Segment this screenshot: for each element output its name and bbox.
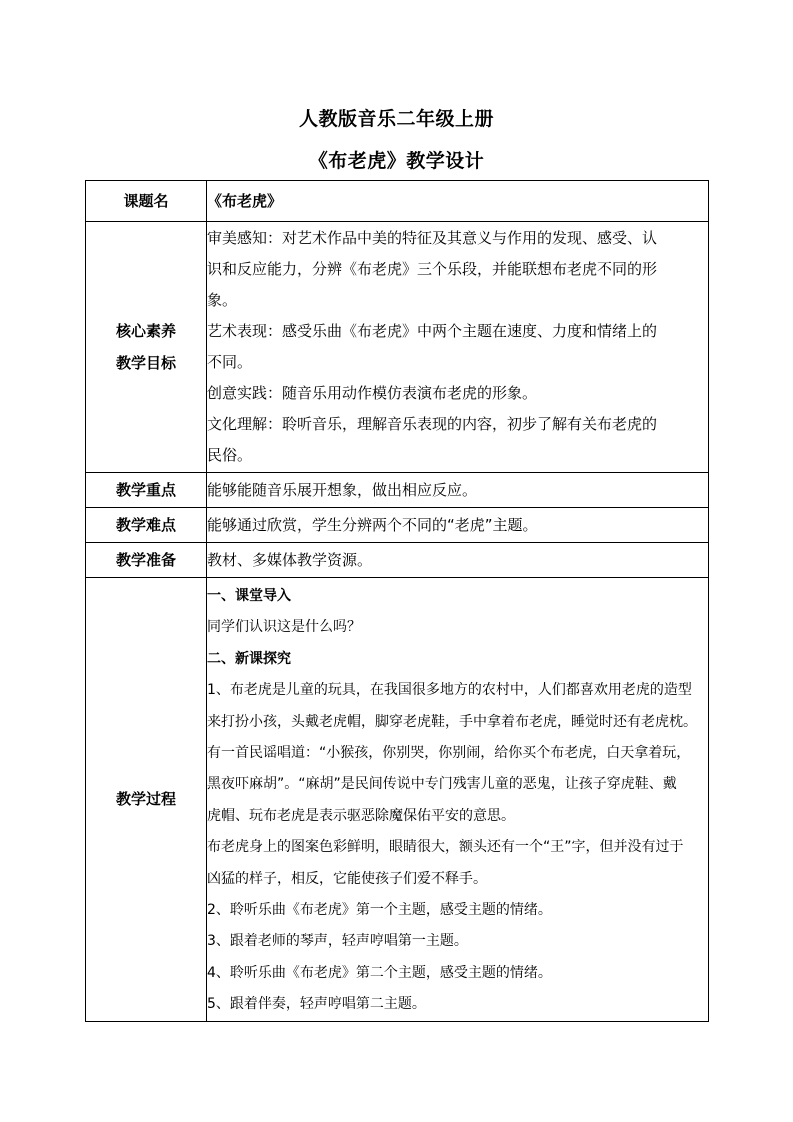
goals-line: 审美感知：对艺术作品中美的特征及其意义与作用的发现、感受、认 bbox=[207, 229, 658, 247]
goals-line: 创意实践：随音乐用动作模仿表演布老虎的形象。 bbox=[207, 384, 538, 402]
process-line: 来打扮小孩，头戴老虎帽，脚穿老虎鞋，手中拿着布老虎，睡觉时还有老虎枕。 bbox=[207, 713, 697, 730]
goals-line: 识和反应能力，分辨《布老虎》三个乐段，并能联想布老虎不同的形 bbox=[207, 260, 658, 278]
difficulty-cell bbox=[207, 508, 709, 543]
process-line: 2、聆听乐曲《布老虎》第一个主题，感受主题的情绪。 bbox=[207, 902, 552, 919]
process-line: 5、跟着伴奏，轻声哼唱第二主题。 bbox=[207, 996, 426, 1013]
table-row-key-point bbox=[86, 473, 709, 508]
goals-line: 不同。 bbox=[207, 353, 253, 371]
process-line: 4、聆听乐曲《布老虎》第二个主题，感受主题的情绪。 bbox=[207, 964, 552, 981]
difficulty-label: 教学难点 bbox=[86, 508, 207, 543]
process-line: 虎帽、玩布老虎是表示驱恶除魔保佑平安的意思。 bbox=[207, 807, 515, 824]
process-line: 有一首民谣唱道：“小猴孩，你别哭，你别闹，给你买个布老虎，白天拿着玩， bbox=[207, 745, 691, 762]
goals-line: 文化理解：聆听音乐，理解音乐表现的内容，初步了解有关布老虎的 bbox=[207, 415, 658, 433]
lesson-plan-table bbox=[85, 180, 709, 1022]
difficulty-value: 能够通过欣赏，学生分辨两个不同的“老虎”主题。 bbox=[207, 515, 538, 534]
preparation-cell bbox=[207, 543, 709, 578]
process-section-heading: 一、课堂导入 bbox=[207, 588, 291, 604]
process-label: 教学过程 bbox=[86, 578, 207, 1022]
table-row-topic bbox=[86, 181, 709, 222]
goals-cell bbox=[207, 222, 709, 473]
table-row-preparation bbox=[86, 543, 709, 578]
goals-line: 艺术表现：感受乐曲《布老虎》中两个主题在速度、力度和情绪上的 bbox=[207, 322, 658, 340]
process-line: 同学们认识这是什么吗？ bbox=[207, 619, 361, 636]
process-line: 凶猛的样子，相反，它能使孩子们爱不释手。 bbox=[207, 870, 487, 887]
key-point-label: 教学重点 bbox=[86, 473, 207, 508]
goals-label-line1: 核心素养 bbox=[115, 322, 176, 340]
process-line: 1、布老虎是儿童的玩具，在我国很多地方的农村中，人们都喜欢用老虎的造型 bbox=[207, 682, 692, 699]
key-point-cell bbox=[207, 473, 709, 508]
goals-line: 象。 bbox=[207, 291, 238, 309]
table-row-process bbox=[86, 578, 709, 1022]
preparation-value: 教材、多媒体教学资源。 bbox=[207, 550, 373, 569]
topic-label: 课题名 bbox=[86, 181, 207, 222]
topic-value: 《布老虎》 bbox=[207, 191, 283, 210]
preparation-label: 教学准备 bbox=[86, 543, 207, 578]
process-line: 3、跟着老师的琴声，轻声哼唱第一主题。 bbox=[207, 933, 468, 950]
topic-cell bbox=[207, 181, 709, 222]
goals-label-cell bbox=[86, 222, 207, 473]
table-row-difficulty bbox=[86, 508, 709, 543]
table-row-goals bbox=[86, 222, 709, 473]
key-point-value: 能够能随音乐展开想象，做出相应反应。 bbox=[207, 480, 478, 499]
process-section-heading: 二、新课探究 bbox=[207, 650, 291, 667]
process-cell bbox=[207, 578, 709, 1022]
goals-line: 民俗。 bbox=[207, 446, 253, 464]
process-line: 布老虎身上的图案色彩鲜明，眼睛很大，额头还有一个“王”字，但并没有过于 bbox=[207, 839, 684, 856]
goals-label-line2: 教学目标 bbox=[115, 354, 176, 372]
process-line: 黑夜吓麻胡”。“麻胡”是民间传说中专门残害儿童的恶鬼，让孩子穿虎鞋、戴 bbox=[207, 776, 677, 793]
document-subtitle: 《布老虎》教学设计 bbox=[308, 150, 485, 172]
document-title: 人教版音乐二年级上册 bbox=[298, 108, 494, 130]
